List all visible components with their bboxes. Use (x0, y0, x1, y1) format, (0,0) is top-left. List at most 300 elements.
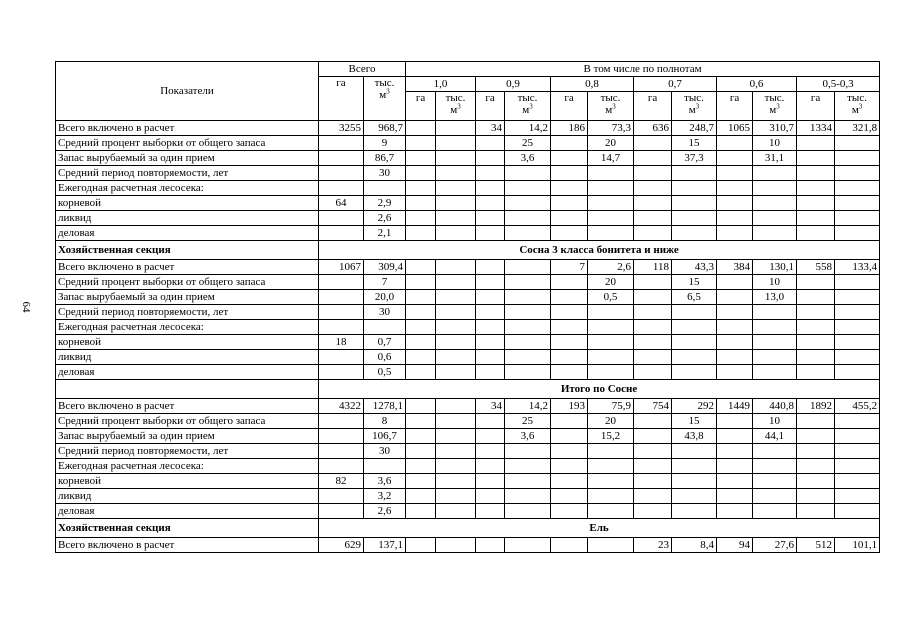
table-cell (717, 305, 753, 320)
table-cell (551, 290, 588, 305)
table-cell: 43,3 (672, 260, 717, 275)
table-cell: 3,6 (364, 474, 406, 489)
table-cell: 10 (753, 136, 797, 151)
table-cell: 14,7 (588, 151, 634, 166)
table-cell (717, 226, 753, 241)
unit-ha-cell: га (406, 92, 436, 121)
table-cell (835, 459, 880, 474)
table-cell: 34 (476, 121, 505, 136)
table-cell (436, 350, 476, 365)
table-row (56, 166, 880, 181)
table-row (56, 474, 880, 489)
table-cell (588, 196, 634, 211)
table-cell: 186 (551, 121, 588, 136)
table-cell: 130,1 (753, 260, 797, 275)
table-cell (436, 166, 476, 181)
table-row (56, 290, 880, 305)
table-cell (588, 489, 634, 504)
table-cell (476, 538, 505, 553)
table-cell (634, 151, 672, 166)
table-cell: 0,7 (364, 335, 406, 350)
table-cell: 2,6 (364, 211, 406, 226)
row-label: Средний процент выборки от общего запаса (56, 414, 319, 429)
table-cell (634, 211, 672, 226)
table-cell (753, 305, 797, 320)
table-cell: 292 (672, 399, 717, 414)
table-cell (753, 196, 797, 211)
table-cell (835, 166, 880, 181)
row-label: деловая (56, 365, 319, 380)
table-cell: 754 (634, 399, 672, 414)
table-cell (406, 211, 436, 226)
row-label: Средний период повторяемости, лет (56, 444, 319, 459)
table-cell: 20 (588, 414, 634, 429)
table-cell (364, 459, 406, 474)
table-cell (436, 196, 476, 211)
table-cell (436, 489, 476, 504)
table-cell (319, 504, 364, 519)
table-cell (406, 290, 436, 305)
row-label: Всего включено в расчет (56, 121, 319, 136)
table-cell (835, 275, 880, 290)
table-cell: 3,6 (505, 151, 551, 166)
table-cell (588, 365, 634, 380)
table-cell (797, 365, 835, 380)
unit-ha-cell: га (797, 92, 835, 121)
table-cell (319, 211, 364, 226)
table-cell (319, 136, 364, 151)
density-class-2: 0,9 (476, 77, 551, 92)
table-cell (505, 444, 551, 459)
table-cell (835, 136, 880, 151)
table-cell (319, 275, 364, 290)
row-label: Всего включено в расчет (56, 538, 319, 553)
unit-volume-cell: тыс. $м^3$ (588, 92, 634, 121)
table-cell (505, 211, 551, 226)
table-cell (551, 181, 588, 196)
table-cell: 30 (364, 305, 406, 320)
table-cell (505, 350, 551, 365)
table-cell: 101,1 (835, 538, 880, 553)
header-total-volume (364, 77, 406, 121)
table-cell (406, 275, 436, 290)
table-cell (406, 305, 436, 320)
unit-volume-cell: тыс. $м^3$ (505, 92, 551, 121)
table-cell (319, 166, 364, 181)
table-cell (753, 320, 797, 335)
table-cell (505, 489, 551, 504)
table-cell (634, 489, 672, 504)
table-cell (797, 320, 835, 335)
table-cell (797, 275, 835, 290)
table-cell (717, 320, 753, 335)
table-cell: 8,4 (672, 538, 717, 553)
table-cell (551, 459, 588, 474)
unit-volume-cell: тыс. $м^3$ (436, 92, 476, 121)
table-cell (406, 444, 436, 459)
table-cell (797, 305, 835, 320)
unit-ha-cell: га (717, 92, 753, 121)
table-cell (835, 181, 880, 196)
table-cell (717, 181, 753, 196)
table-row (56, 151, 880, 166)
table-cell (835, 365, 880, 380)
row-label: Всего включено в расчет (56, 260, 319, 275)
table-cell (476, 474, 505, 489)
table-cell (717, 211, 753, 226)
table-cell: 309,4 (364, 260, 406, 275)
table-cell (406, 365, 436, 380)
table-cell (634, 196, 672, 211)
unit-volume-main: тыс. (374, 77, 395, 89)
table-cell: 558 (797, 260, 835, 275)
table-cell (634, 181, 672, 196)
table-cell: 321,8 (835, 121, 880, 136)
header-total-ha: га (319, 77, 364, 121)
table-cell: 20 (588, 136, 634, 151)
table-cell (319, 226, 364, 241)
table-cell (588, 166, 634, 181)
table-cell (797, 136, 835, 151)
row-label: Запас вырубаемый за один прием (56, 429, 319, 444)
row-label: Запас вырубаемый за один прием (56, 151, 319, 166)
table-cell (406, 226, 436, 241)
table-cell (476, 211, 505, 226)
table-cell (835, 504, 880, 519)
table-cell (717, 166, 753, 181)
table-cell (364, 181, 406, 196)
table-cell: 118 (634, 260, 672, 275)
table-cell (551, 444, 588, 459)
table-cell (505, 335, 551, 350)
table-cell (753, 459, 797, 474)
table-cell (551, 151, 588, 166)
table-row (56, 459, 880, 474)
row-label: Средний период повторяемости, лет (56, 305, 319, 320)
table-row (56, 260, 880, 275)
table-cell (634, 429, 672, 444)
table-cell (717, 196, 753, 211)
table-cell (476, 459, 505, 474)
table-cell (505, 226, 551, 241)
table-cell: 25 (505, 414, 551, 429)
table-cell (797, 504, 835, 519)
table-cell (476, 350, 505, 365)
table-cell: 86,7 (364, 151, 406, 166)
table-cell (476, 335, 505, 350)
unit-ha-cell: га (551, 92, 588, 121)
table-cell (476, 166, 505, 181)
table-cell (406, 459, 436, 474)
table-cell (319, 181, 364, 196)
table-cell (551, 538, 588, 553)
table-cell (551, 196, 588, 211)
table-cell (634, 444, 672, 459)
table-cell (476, 305, 505, 320)
table-cell (634, 320, 672, 335)
table-cell (588, 181, 634, 196)
table-cell: 10 (753, 414, 797, 429)
density-class-5: 0,6 (717, 77, 797, 92)
section-header-row (56, 519, 880, 538)
density-class-3: 0,8 (551, 77, 634, 92)
table-cell (476, 489, 505, 504)
row-label: Средний период повторяемости, лет (56, 166, 319, 181)
table-cell (835, 444, 880, 459)
table-cell (672, 474, 717, 489)
table-cell (634, 290, 672, 305)
table-cell (436, 429, 476, 444)
table-cell (406, 260, 436, 275)
table-cell (672, 504, 717, 519)
table-cell: 1065 (717, 121, 753, 136)
table-cell: 2,1 (364, 226, 406, 241)
table-cell: 629 (319, 538, 364, 553)
table-cell (551, 275, 588, 290)
table-cell (634, 226, 672, 241)
row-label: корневой (56, 474, 319, 489)
table-row (56, 538, 880, 553)
table-cell (672, 211, 717, 226)
table-cell (835, 489, 880, 504)
table-cell: 7 (551, 260, 588, 275)
table-cell: 44,1 (753, 429, 797, 444)
table-cell (588, 335, 634, 350)
unit-ha-cell: га (476, 92, 505, 121)
table-cell: 3,6 (505, 429, 551, 444)
table-cell (717, 335, 753, 350)
row-label: Запас вырубаемый за один прием (56, 290, 319, 305)
table-cell: 82 (319, 474, 364, 489)
table-cell (505, 538, 551, 553)
row-label: деловая (56, 504, 319, 519)
table-cell (319, 151, 364, 166)
table-cell (797, 489, 835, 504)
table-cell (505, 320, 551, 335)
table-cell (797, 459, 835, 474)
header-indicator: Показатели (56, 62, 319, 121)
table-cell (551, 226, 588, 241)
table-cell: 9 (364, 136, 406, 151)
header-row-1 (56, 62, 880, 77)
table-cell (319, 444, 364, 459)
section-title: Ель (319, 519, 880, 538)
table-cell (634, 459, 672, 474)
table-row (56, 335, 880, 350)
table-row (56, 504, 880, 519)
row-label: Средний процент выборки от общего запаса (56, 275, 319, 290)
table-cell (476, 429, 505, 444)
table-cell (505, 305, 551, 320)
table-cell (634, 365, 672, 380)
table-cell (588, 504, 634, 519)
table-cell (551, 166, 588, 181)
table-cell (835, 350, 880, 365)
table-cell: 20,0 (364, 290, 406, 305)
table-cell (436, 181, 476, 196)
table-cell: 0,5 (588, 290, 634, 305)
table-cell (797, 290, 835, 305)
table-cell: 248,7 (672, 121, 717, 136)
table-cell (319, 290, 364, 305)
table-cell (835, 211, 880, 226)
table-cell: 13,0 (753, 290, 797, 305)
table-cell (505, 196, 551, 211)
section-label: Хозяйственная секция (56, 241, 319, 260)
table-cell: 0,6 (364, 350, 406, 365)
table-cell (717, 504, 753, 519)
table-cell (551, 429, 588, 444)
table-cell: 3,2 (364, 489, 406, 504)
table-cell (505, 365, 551, 380)
table-row (56, 365, 880, 380)
table-cell (406, 320, 436, 335)
table-cell (406, 414, 436, 429)
table-cell (505, 260, 551, 275)
section-title: Сосна 3 класса бонитета и ниже (319, 241, 880, 260)
table-cell (797, 474, 835, 489)
table-cell: 15 (672, 275, 717, 290)
unit-volume-cell: тыс. $м^3$ (753, 92, 797, 121)
table-cell (551, 474, 588, 489)
table-cell (672, 305, 717, 320)
header-by-density: В том числе по полнотам (406, 62, 880, 77)
table-cell (717, 444, 753, 459)
table-cell: 75,9 (588, 399, 634, 414)
table-cell (672, 350, 717, 365)
table-cell (672, 196, 717, 211)
table-row (56, 121, 880, 136)
table-cell (753, 181, 797, 196)
table-cell (753, 335, 797, 350)
table-cell (436, 365, 476, 380)
table-cell: 1449 (717, 399, 753, 414)
table-cell: 30 (364, 166, 406, 181)
table-cell (588, 305, 634, 320)
table-row (56, 444, 880, 459)
row-label: Всего включено в расчет (56, 399, 319, 414)
table-cell (672, 489, 717, 504)
table-row (56, 275, 880, 290)
table-cell (551, 489, 588, 504)
table-cell (551, 136, 588, 151)
table-cell (436, 335, 476, 350)
table-cell: 1334 (797, 121, 835, 136)
table-cell: 310,7 (753, 121, 797, 136)
table-cell (753, 489, 797, 504)
section-label: Хозяйственная секция (56, 519, 319, 538)
table-cell: 14,2 (505, 399, 551, 414)
table-cell (717, 429, 753, 444)
table-cell (476, 196, 505, 211)
table-cell (319, 414, 364, 429)
table-cell (436, 226, 476, 241)
table-cell (551, 414, 588, 429)
table-cell (797, 151, 835, 166)
table-cell (436, 136, 476, 151)
table-cell (634, 166, 672, 181)
table-row (56, 320, 880, 335)
table-cell (436, 290, 476, 305)
table-cell (476, 320, 505, 335)
table-cell (436, 504, 476, 519)
table-cell: 1278,1 (364, 399, 406, 414)
table-cell (505, 459, 551, 474)
table-cell (406, 538, 436, 553)
table-cell: 2,6 (364, 504, 406, 519)
table-cell: 20 (588, 275, 634, 290)
table-cell (406, 504, 436, 519)
table-cell (717, 136, 753, 151)
table-cell: 30 (364, 444, 406, 459)
table-cell (319, 350, 364, 365)
table-cell (588, 350, 634, 365)
table-row (56, 211, 880, 226)
table-row (56, 196, 880, 211)
row-label: Средний процент выборки от общего запаса (56, 136, 319, 151)
table-cell: 15 (672, 414, 717, 429)
table-cell: 193 (551, 399, 588, 414)
table-cell (476, 181, 505, 196)
table-cell: 2,6 (588, 260, 634, 275)
table-cell (436, 151, 476, 166)
table-cell (505, 504, 551, 519)
table-cell: 512 (797, 538, 835, 553)
table-cell (588, 226, 634, 241)
table-cell (505, 181, 551, 196)
table-cell (476, 226, 505, 241)
table-cell (551, 320, 588, 335)
table-cell (835, 414, 880, 429)
table-row (56, 350, 880, 365)
table-row (56, 136, 880, 151)
row-label: корневой (56, 335, 319, 350)
table-cell (476, 260, 505, 275)
table-cell (436, 444, 476, 459)
row-label: Ежегодная расчетная лесосека: (56, 181, 319, 196)
table-cell: 27,6 (753, 538, 797, 553)
table-cell (717, 151, 753, 166)
table-cell (588, 459, 634, 474)
table-cell (835, 196, 880, 211)
table-cell (634, 275, 672, 290)
table-cell (835, 429, 880, 444)
table-cell: 15 (672, 136, 717, 151)
table-cell: 1067 (319, 260, 364, 275)
table-cell (797, 166, 835, 181)
table-cell (319, 320, 364, 335)
table-cell: 94 (717, 538, 753, 553)
table-cell: 384 (717, 260, 753, 275)
table-cell (476, 275, 505, 290)
table-cell (753, 504, 797, 519)
table-row (56, 414, 880, 429)
table-cell (797, 335, 835, 350)
table-cell (672, 444, 717, 459)
table-row (56, 489, 880, 504)
table-cell: 4322 (319, 399, 364, 414)
table-cell: 133,4 (835, 260, 880, 275)
row-label: Ежегодная расчетная лесосека: (56, 320, 319, 335)
table-row (56, 305, 880, 320)
table-cell (551, 305, 588, 320)
table-cell (436, 260, 476, 275)
table-cell: 14,2 (505, 121, 551, 136)
table-cell (406, 181, 436, 196)
row-label: корневой (56, 196, 319, 211)
table-cell (436, 121, 476, 136)
table-cell (797, 226, 835, 241)
